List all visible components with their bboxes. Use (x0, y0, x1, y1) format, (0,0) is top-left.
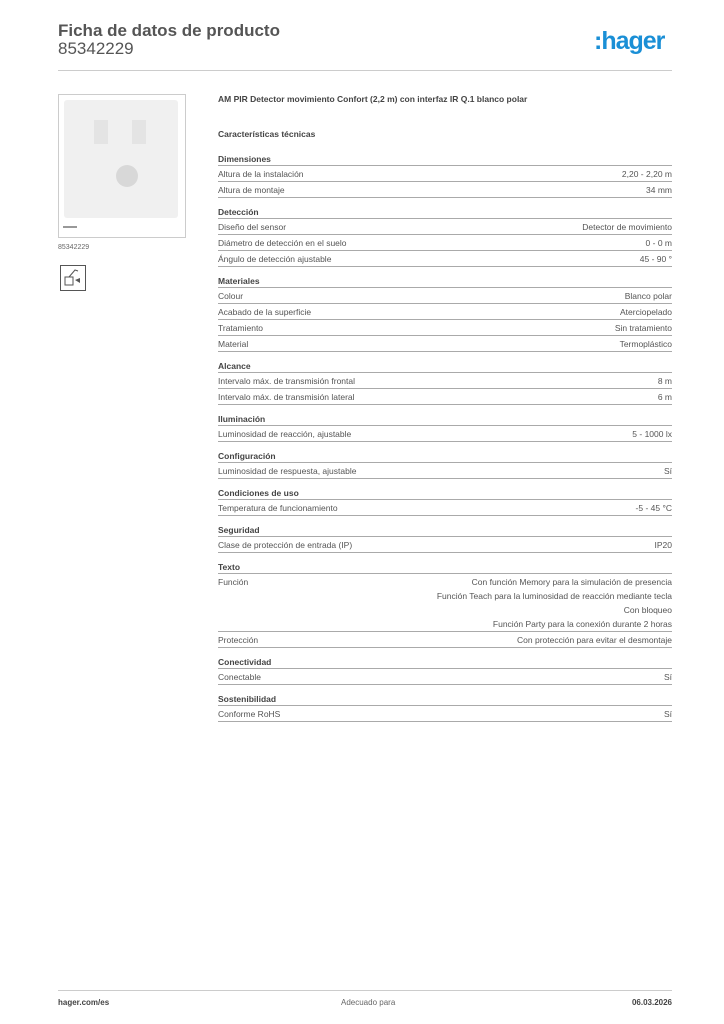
spec-section (218, 561, 672, 648)
spec-label: Tratamiento (218, 323, 264, 333)
spec-label: Conforme RoHS (218, 709, 281, 719)
spec-label: Luminosidad de reacción, ajustable (218, 429, 352, 439)
spec-value: 45 - 90 ° (639, 254, 672, 264)
characteristics-heading: Características técnicas (218, 129, 316, 139)
section-title: Sostenibilidad (218, 693, 672, 706)
spec-row (218, 251, 672, 267)
spec-row (218, 500, 672, 516)
spec-value: Aterciopelado (620, 307, 672, 317)
spec-label: Temperatura de funcionamiento (218, 503, 338, 513)
spec-row (218, 574, 672, 632)
spec-row (218, 219, 672, 235)
spec-value: 0 - 0 m (645, 238, 672, 248)
section-title: Condiciones de uso (218, 487, 672, 500)
product-code: 85342229 (58, 39, 134, 58)
sensor-window (94, 120, 108, 144)
section-title: Materiales (218, 275, 672, 288)
spec-row (218, 669, 672, 685)
product-image (58, 94, 186, 238)
spec-value: -5 - 45 °C (635, 503, 672, 513)
spec-label: Luminosidad de respuesta, ajustable (218, 466, 357, 476)
spec-label: Altura de la instalación (218, 169, 304, 179)
spec-section (218, 524, 672, 553)
spec-label: Acabado de la superficie (218, 307, 312, 317)
footer-divider (58, 990, 672, 991)
spec-value: Sí (663, 709, 672, 719)
section-title: Conectividad (218, 656, 672, 669)
spec-section (218, 360, 672, 405)
spec-label: Diámetro de detección en el suelo (218, 238, 347, 248)
spec-sections (218, 153, 672, 722)
spec-label: Función (218, 577, 249, 587)
spec-section (218, 450, 672, 479)
spec-row (218, 706, 672, 722)
device-plate (64, 100, 178, 218)
spec-section (218, 656, 672, 685)
footer-suitable: Adecuado para (341, 998, 396, 1007)
spec-section (218, 153, 672, 198)
section-title: Configuración (218, 450, 672, 463)
image-code: 85342229 (58, 244, 90, 251)
spec-label: Intervalo máx. de transmisión frontal (218, 376, 356, 386)
footer-date: 06.03.2026 (631, 998, 672, 1007)
spec-label: Colour (218, 291, 244, 301)
spec-row (218, 336, 672, 352)
logo-text: hager (601, 27, 665, 55)
spec-row (218, 426, 672, 442)
spec-value: Termoplástico (619, 339, 672, 349)
installation-icon (60, 265, 86, 291)
spec-row (218, 235, 672, 251)
sensor-window (132, 120, 146, 144)
spec-value: 34 mm (646, 185, 672, 195)
spec-value: Sí (663, 466, 672, 476)
spec-label: Altura de montaje (218, 185, 285, 195)
hager-logo: :hager (594, 27, 665, 55)
section-title: Seguridad (218, 524, 672, 537)
spec-row (218, 463, 672, 479)
spec-row (218, 288, 672, 304)
spec-row (218, 182, 672, 198)
spec-value: IP20 (654, 540, 672, 550)
spec-row (218, 166, 672, 182)
section-title: Detección (218, 206, 672, 219)
spec-value: Sí (663, 672, 672, 682)
spec-row (218, 389, 672, 405)
spec-label: Diseño del sensor (218, 222, 287, 232)
document-title: Ficha de datos de producto (58, 21, 280, 40)
spec-row (218, 537, 672, 553)
spec-value: 6 m (657, 392, 672, 402)
spec-section (218, 413, 672, 442)
spec-value: Detector de movimiento (582, 222, 672, 232)
sensor-lens (116, 165, 138, 187)
spec-value: Con protección para evitar el desmontaje (517, 635, 672, 645)
spec-section (218, 487, 672, 516)
spec-row (218, 320, 672, 336)
spec-section (218, 206, 672, 267)
spec-label: Ángulo de detección ajustable (218, 254, 332, 264)
footer-website[interactable]: hager.com/es (58, 998, 110, 1007)
spec-value: 2,20 - 2,20 m (621, 169, 672, 179)
spec-value: Sin tratamiento (614, 323, 672, 333)
spec-row (218, 632, 672, 648)
scale-icon (63, 226, 77, 228)
spec-label: Intervalo máx. de transmisión lateral (218, 392, 355, 402)
spec-section (218, 275, 672, 352)
spec-value: 8 m (657, 376, 672, 386)
header-divider (58, 70, 672, 71)
spec-value: Con función Memory para la simulación de presencia Función Teach para la luminosidad de reacción mediante tecla Con bloqueo Función Party para la conexión durante 2 horas (436, 577, 672, 629)
spec-label: Conectable (218, 672, 262, 682)
spec-row (218, 304, 672, 320)
section-title: Iluminación (218, 413, 672, 426)
spec-label: Material (218, 339, 249, 349)
section-title: Dimensiones (218, 153, 672, 166)
spec-section (218, 693, 672, 722)
spec-label: Clase de protección de entrada (IP) (218, 540, 353, 550)
spec-label: Protección (218, 635, 259, 645)
main-content (218, 94, 672, 730)
spec-row (218, 373, 672, 389)
section-title: Texto (218, 561, 672, 574)
spec-value: Blanco polar (624, 291, 672, 301)
spec-value: 5 - 1000 lx (632, 429, 672, 439)
product-title: AM PIR Detector movimiento Confort (2,2 m) con interfaz IR Q.1 blanco polar (218, 94, 528, 104)
section-title: Alcance (218, 360, 672, 373)
